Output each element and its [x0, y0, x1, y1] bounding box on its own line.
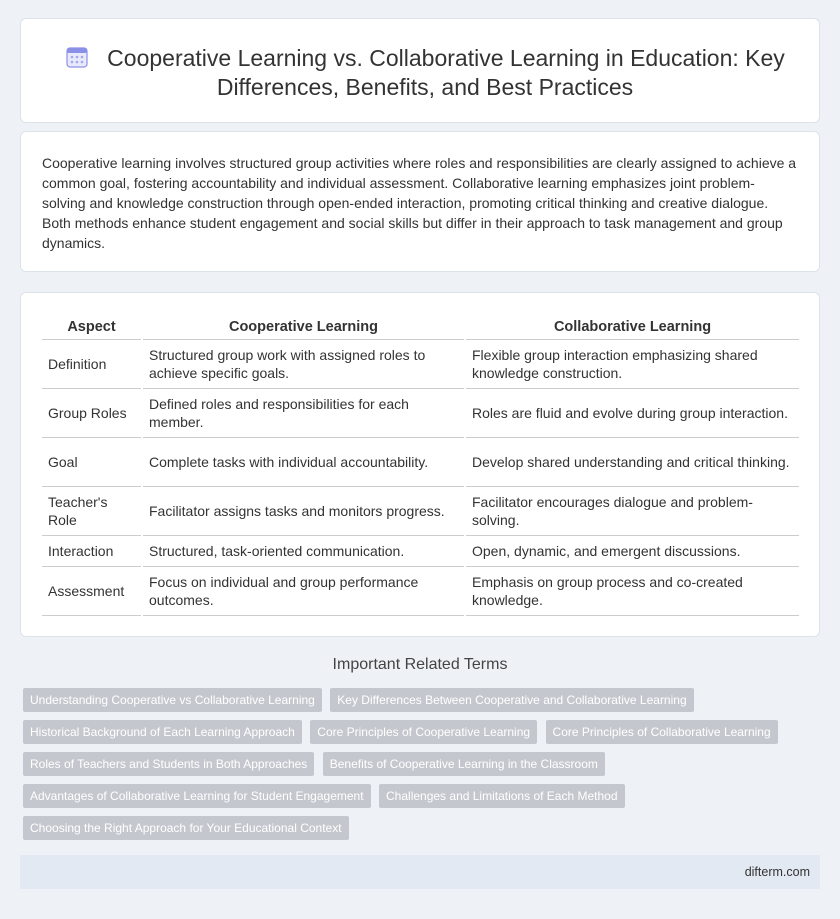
- related-term-tag[interactable]: Core Principles of Collaborative Learning: [546, 720, 778, 744]
- table-row: [42, 340, 799, 389]
- row-aspect: Definition: [42, 340, 142, 389]
- related-terms-heading: Important Related Terms: [332, 656, 508, 673]
- header-cooperative: Cooperative Learning: [142, 314, 465, 340]
- related-term-tag[interactable]: Historical Background of Each Learning Approach: [23, 720, 302, 744]
- header-collaborative: Collaborative Learning: [465, 314, 799, 340]
- row-cooperative: Facilitator assigns tasks and monitors progress.: [142, 487, 465, 536]
- row-collaborative: Flexible group interaction emphasizing shared knowledge construction.: [465, 340, 799, 389]
- row-cooperative: Complete tasks with individual accountability.: [142, 438, 465, 487]
- header-aspect: Aspect: [42, 314, 142, 340]
- related-term-tag[interactable]: Challenges and Limitations of Each Method: [379, 784, 624, 808]
- title-card: [20, 18, 820, 123]
- row-aspect: Goal: [42, 438, 142, 487]
- table-row: [42, 487, 799, 536]
- table-row: [42, 389, 799, 438]
- row-cooperative: Structured, task-oriented communication.: [142, 536, 465, 567]
- row-collaborative: Open, dynamic, and emergent discussions.: [465, 536, 799, 567]
- intro-card: [20, 131, 820, 272]
- related-term-tag[interactable]: Benefits of Cooperative Learning in the Classroom: [323, 752, 605, 776]
- table-row: [42, 438, 799, 487]
- title-wrap: [51, 44, 799, 102]
- table-row: [42, 536, 799, 567]
- table-header-row: [42, 314, 799, 340]
- related-term-tag[interactable]: Core Principles of Cooperative Learning: [310, 720, 537, 744]
- related-term-tag[interactable]: Advantages of Collaborative Learning for Student Engagement: [23, 784, 371, 808]
- row-aspect: Teacher's Role: [42, 487, 142, 536]
- footer-site-name[interactable]: difterm.com: [744, 865, 810, 879]
- related-term-tag[interactable]: Roles of Teachers and Students in Both Approaches: [23, 752, 314, 776]
- comparison-table: [42, 314, 799, 616]
- related-term-tag[interactable]: Key Differences Between Cooperative and Collaborative Learning: [330, 688, 693, 712]
- related-term-tag[interactable]: Choosing the Right Approach for Your Educational Context: [23, 816, 349, 840]
- row-collaborative: Emphasis on group process and co-created knowledge.: [465, 567, 799, 616]
- related-term-tag[interactable]: Understanding Cooperative vs Collaborative Learning: [23, 688, 322, 712]
- row-cooperative: Defined roles and responsibilities for each member.: [142, 389, 465, 438]
- row-aspect: Assessment: [42, 567, 142, 616]
- row-collaborative: Roles are fluid and evolve during group interaction.: [465, 389, 799, 438]
- intro-paragraph: Cooperative learning involves structured group activities where roles and responsibilities are clearly assigned to achieve a common goal, fostering accountability and individual assessment. Collaborative learning emphasizes joint problem-solving and knowledge construction through open-ended interaction, promoting critical thinking and creative dialogue. Both methods enhance student engagement and social skills but differ in their approach to task management and group dynamics.: [42, 155, 797, 251]
- row-collaborative: Facilitator encourages dialogue and problem-solving.: [465, 487, 799, 536]
- row-cooperative: Focus on individual and group performance outcomes.: [142, 567, 465, 616]
- table-row: [42, 567, 799, 616]
- footer-bar: [20, 855, 820, 889]
- calendar-grid-icon: [65, 45, 89, 69]
- page-title: Cooperative Learning vs. Collaborative Learning in Education: Key Differences, Benefits, and Best Practices: [107, 45, 785, 100]
- row-aspect: Interaction: [42, 536, 142, 567]
- row-aspect: Group Roles: [42, 389, 142, 438]
- related-terms-list: [23, 688, 813, 848]
- row-cooperative: Structured group work with assigned roles to achieve specific goals.: [142, 340, 465, 389]
- row-collaborative: Develop shared understanding and critical thinking.: [465, 438, 799, 487]
- comparison-table-card: [20, 292, 820, 637]
